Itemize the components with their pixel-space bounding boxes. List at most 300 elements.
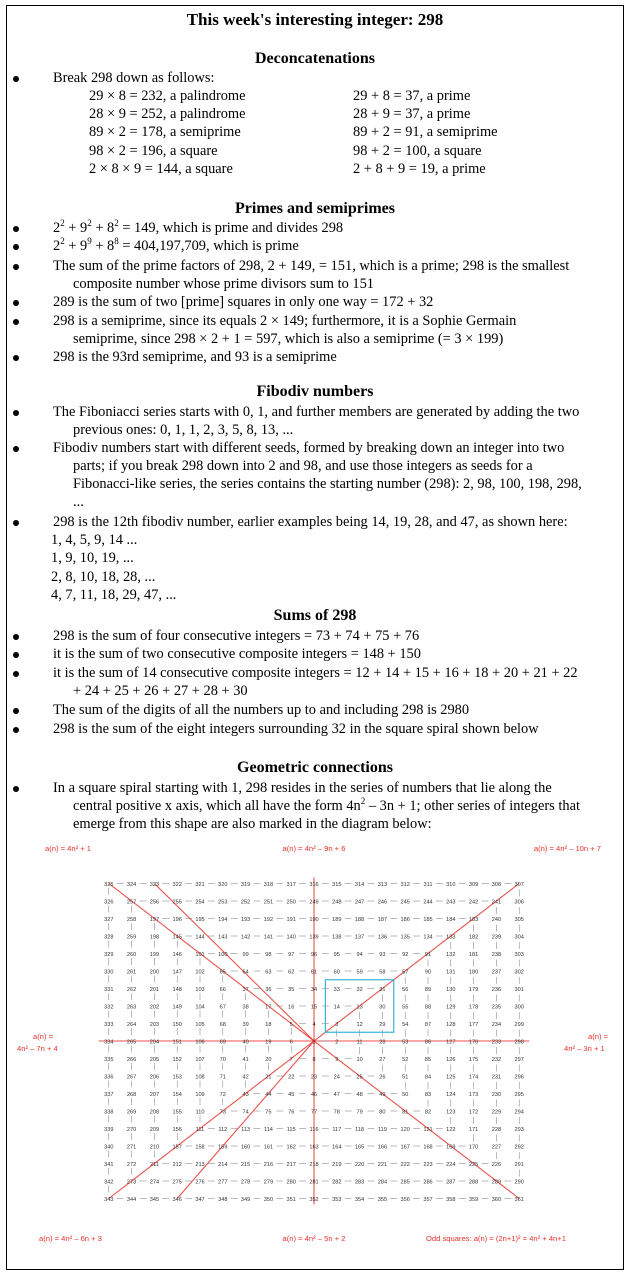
spiral-number: 171 (468, 1127, 479, 1133)
list-item (33, 645, 615, 663)
spiral-number: 22 (288, 1074, 295, 1081)
list-item-text: 298 is a semiprime, since its equals 2 × 149; furthermore, it is a Sophie Germain semiprime, since 298 × 2 + 1 = 597, which is also a semiprime (= 3 × 199) (53, 313, 517, 347)
spiral-number: 187 (377, 917, 388, 923)
spiral-number: 100 (218, 952, 228, 958)
spiral-number: 231 (491, 1074, 502, 1081)
spiral-number: 344 (126, 1197, 137, 1203)
spiral-number: 51 (402, 1074, 409, 1081)
spiral-number: 245 (400, 899, 410, 906)
spiral-number: 29 (379, 1022, 386, 1028)
spiral-number: 219 (332, 1162, 342, 1168)
spiral-number: 186 (400, 917, 410, 923)
page-title: This week's interesting integer: 298 (186, 10, 444, 29)
label-top-center: a(n) = 4n² – 9n + 6 (282, 844, 346, 853)
list-item-text: 298 is the 12th fibodiv number, earlier examples being 14, 19, 28, and 47, as shown here: (53, 514, 568, 530)
spiral-number: 266 (126, 1057, 137, 1063)
spiral-number: 224 (446, 1162, 456, 1168)
spiral-number: 304 (514, 934, 524, 941)
spiral-number: 96 (310, 952, 318, 958)
spiral-number: 139 (309, 934, 319, 941)
spiral-number: 203 (149, 1022, 160, 1028)
spiral-number: 177 (468, 1022, 479, 1028)
spiral-number: 286 (423, 1179, 433, 1186)
spiral-number: 295 (514, 1092, 524, 1098)
fibodiv-example: 1, 9, 10, 19, ... (51, 550, 134, 566)
spiral-number: 292 (514, 1144, 524, 1151)
spiral-number: 346 (172, 1197, 182, 1203)
spiral-number: 280 (286, 1179, 296, 1186)
spiral-number: 212 (172, 1162, 182, 1168)
square-spiral-diagram (9, 839, 621, 1251)
spiral-number: 11 (356, 1039, 363, 1046)
spiral-number: 64 (242, 969, 249, 976)
list-item-text: $2^2 + 9^9 + 8^8 = 404,197,709$, which is prime (53, 236, 299, 254)
bullet-icon (13, 319, 19, 325)
spiral-number: 229 (491, 1109, 502, 1116)
spiral-number: 70 (219, 1057, 226, 1063)
deconcat-right-1: 28 + 9 = 37, a prime (353, 106, 471, 122)
spiral-number: 179 (468, 987, 479, 993)
spiral-number: 150 (172, 1022, 182, 1028)
spiral-number: 148 (172, 987, 182, 993)
spiral-number: 71 (219, 1074, 226, 1081)
spiral-number: 352 (309, 1197, 319, 1203)
spiral-number: 128 (446, 1022, 456, 1028)
bullet-icon (13, 300, 19, 306)
spiral-number: 82 (424, 1109, 432, 1116)
bullet-icon (13, 520, 19, 526)
spiral-number: 39 (242, 1022, 249, 1028)
spiral-number: 281 (309, 1179, 319, 1186)
spiral-number: 74 (242, 1109, 249, 1116)
list-item (33, 701, 615, 719)
spiral-number: 107 (195, 1057, 205, 1063)
spiral-number: 124 (446, 1092, 456, 1098)
spiral-number: 131 (446, 969, 456, 976)
spiral-number: 327 (104, 917, 114, 923)
spiral-number: 84 (424, 1074, 432, 1081)
spiral-number: 67 (219, 1004, 226, 1011)
spiral-number: 170 (468, 1144, 479, 1151)
spiral-number: 34 (310, 987, 318, 993)
spiral-number: 98 (265, 952, 272, 958)
spiral-number: 142 (240, 934, 251, 941)
spiral-number: 254 (195, 899, 205, 906)
heading-primes: Primes and semiprimes (235, 200, 395, 217)
spiral-number: 268 (126, 1092, 137, 1098)
spiral-number: 190 (309, 917, 319, 923)
spiral-number: 59 (356, 969, 363, 976)
spiral-number: 135 (400, 934, 410, 941)
spiral-number: 359 (468, 1197, 479, 1203)
spiral-number: 111 (195, 1127, 205, 1133)
spiral-number: 40 (242, 1039, 249, 1046)
spiral-number: 21 (265, 1074, 272, 1081)
deconcat-right-0: 29 + 8 = 37, a prime (353, 88, 471, 104)
spiral-number: 298 (514, 1039, 524, 1046)
label-top-left: a(n) = 4n² + 1 (45, 844, 92, 853)
list-item (33, 720, 615, 738)
spiral-number: 164 (332, 1144, 342, 1151)
spiral-number: 13 (356, 1004, 363, 1011)
spiral-number: 25 (356, 1074, 363, 1081)
spiral-number: 105 (195, 1022, 205, 1028)
spiral-number: 68 (219, 1022, 226, 1028)
spiral-number: 121 (423, 1127, 433, 1133)
spiral-number: 136 (377, 934, 388, 941)
spiral-number: 296 (514, 1074, 524, 1081)
spiral-number: 316 (309, 882, 319, 888)
spiral-number: 58 (379, 969, 386, 976)
spiral-number: 149 (172, 1004, 182, 1011)
spiral-number: 258 (126, 917, 137, 923)
spiral-number: 300 (514, 1004, 524, 1011)
spiral-number: 274 (149, 1179, 160, 1186)
spiral-number: 56 (402, 987, 409, 993)
list-item-text: 298 is the sum of four consecutive integers = 73 + 74 + 75 + 76 (53, 628, 420, 644)
spiral-number: 228 (491, 1127, 502, 1133)
spiral-number: 137 (354, 934, 365, 941)
spiral-number: 325 (104, 882, 114, 888)
spiral-number: 233 (491, 1039, 502, 1046)
spiral-number: 176 (468, 1039, 479, 1046)
spiral-number: 204 (149, 1039, 160, 1046)
spiral-number: 217 (286, 1162, 296, 1168)
label-right-line1: a(n) = (588, 1032, 609, 1041)
spiral-number: 261 (126, 969, 137, 976)
spiral-number: 53 (402, 1039, 409, 1046)
spiral-number: 99 (242, 952, 249, 958)
spiral-number: 223 (423, 1162, 433, 1168)
spiral-number: 43 (242, 1092, 249, 1098)
deconcat-left-1: 28 × 9 = 252, a palindrome (89, 106, 246, 122)
spiral-number: 241 (491, 899, 502, 906)
deconcat-left-2: 89 × 2 = 178, a semiprime (89, 124, 241, 140)
spiral-number: 147 (172, 969, 182, 976)
spiral-number: 340 (104, 1144, 114, 1151)
spiral-number: 46 (310, 1092, 318, 1098)
spiral-number: 256 (149, 899, 160, 906)
bullet-icon (13, 652, 19, 658)
spiral-number: 143 (218, 934, 228, 941)
spiral-number: 309 (468, 882, 479, 888)
spiral-number: 141 (263, 934, 274, 941)
spiral-number: 271 (126, 1144, 137, 1151)
spiral-number: 7 (289, 1057, 293, 1063)
fibodiv-example: 2, 8, 10, 18, 28, ... (51, 569, 156, 585)
spiral-number: 103 (195, 987, 205, 993)
spiral-number: 226 (491, 1162, 502, 1168)
bullet-icon (13, 634, 19, 640)
spiral-number: 116 (309, 1127, 319, 1133)
spiral-number: 353 (332, 1197, 342, 1203)
spiral-number: 356 (400, 1197, 410, 1203)
spiral-number: 320 (218, 882, 228, 888)
spiral-number: 343 (104, 1197, 114, 1203)
spiral-number: 207 (149, 1092, 160, 1098)
spiral-number: 2 (335, 1039, 339, 1046)
spiral-number: 117 (332, 1127, 342, 1133)
bullet-icon (13, 446, 19, 452)
spiral-number: 208 (149, 1109, 160, 1116)
spiral-number: 32 (356, 987, 363, 993)
spiral-number: 310 (446, 882, 456, 888)
spiral-number: 20 (265, 1057, 272, 1063)
spiral-number: 272 (126, 1162, 137, 1168)
spiral-number: 134 (423, 934, 433, 941)
spiral-number: 10 (356, 1057, 363, 1063)
spiral-number: 77 (310, 1109, 318, 1116)
spiral-number: 151 (172, 1039, 182, 1046)
spiral-number: 255 (172, 899, 182, 906)
spiral-number: 210 (149, 1144, 160, 1151)
spiral-number: 197 (149, 917, 160, 923)
spiral-number: 262 (126, 987, 137, 993)
spiral-number: 225 (468, 1162, 479, 1168)
spiral-number: 73 (219, 1109, 226, 1116)
list-item (33, 219, 615, 237)
spiral-number: 290 (514, 1179, 524, 1186)
bullet-icon (13, 76, 19, 82)
spiral-number: 69 (219, 1039, 226, 1046)
spiral-number: 61 (310, 969, 318, 976)
spiral-number: 114 (263, 1127, 273, 1133)
spiral-number: 85 (424, 1057, 432, 1063)
spiral-number: 63 (265, 969, 272, 976)
spiral-number: 360 (491, 1197, 502, 1203)
spiral-number: 175 (468, 1057, 479, 1063)
spiral-number: 269 (126, 1109, 137, 1116)
spiral-number: 95 (333, 952, 340, 958)
spiral-number: 307 (514, 882, 524, 888)
spiral-number: 55 (402, 1004, 409, 1011)
spiral-number: 211 (149, 1162, 159, 1168)
spiral-number: 4 (312, 1022, 316, 1028)
spiral-number: 19 (265, 1039, 272, 1046)
spiral-number: 9 (335, 1057, 339, 1063)
spiral-number: 78 (333, 1109, 340, 1116)
list-item (33, 257, 615, 293)
spiral-number: 238 (491, 952, 502, 958)
spiral-number: 349 (240, 1197, 251, 1203)
spiral-number: 257 (126, 899, 137, 906)
spiral-number: 276 (195, 1179, 205, 1186)
spiral-number: 130 (446, 987, 456, 993)
spiral-number: 169 (446, 1144, 456, 1151)
spiral-number: 48 (356, 1092, 363, 1098)
spiral-number: 113 (241, 1127, 251, 1133)
spiral-number: 347 (195, 1197, 205, 1203)
spiral-number: 94 (356, 952, 363, 958)
spiral-number: 66 (219, 987, 226, 993)
spiral-number: 285 (400, 1179, 410, 1186)
spiral-number: 154 (172, 1092, 182, 1098)
spiral-number: 152 (172, 1057, 182, 1063)
spiral-number: 89 (424, 987, 432, 993)
list-item-text: In a square spiral starting with 1, 298 resides in the series of numbers that lie along the central positive x axis, which all have the form $4n^2 - 3n + 1$; other series of integers that emerge from this shape are also marked in the diagram below: (53, 780, 580, 832)
spiral-number: 324 (126, 882, 137, 888)
spiral-number: 318 (263, 882, 274, 888)
spiral-number: 12 (356, 1022, 363, 1028)
spiral-number: 282 (332, 1179, 342, 1186)
spiral-number: 146 (172, 952, 182, 958)
spiral-number: 15 (310, 1004, 318, 1011)
spiral-number: 317 (286, 882, 296, 888)
spiral-number: 90 (424, 969, 432, 976)
spiral-number: 339 (104, 1127, 114, 1133)
spiral-number: 311 (423, 882, 433, 888)
spiral-number: 240 (491, 917, 502, 923)
list-item-text: The Fiboniacci series starts with 0, 1, and further members are generated by adding the two previous ones: 0, 1, 1, 2, 3, 5, 8, 13, ... (53, 404, 580, 438)
spiral-number: 355 (377, 1197, 388, 1203)
list-item (33, 627, 615, 645)
spiral-number: 313 (377, 882, 388, 888)
spiral-number: 252 (240, 899, 251, 906)
spiral-svg (9, 839, 621, 1251)
spiral-number: 288 (468, 1179, 479, 1186)
heading-deconcatenations: Deconcatenations (255, 50, 375, 67)
deconcat-left-4: 2 × 8 × 9 = 144, a square (89, 161, 233, 177)
spiral-number: 8 (312, 1057, 316, 1063)
spiral-number: 112 (218, 1127, 228, 1133)
list-item-text: it is the sum of two consecutive composite integers = 148 + 150 (53, 646, 421, 662)
list-item-text: it is the sum of 14 consecutive composite integers = 12 + 14 + 15 + 16 + 18 + 20 + 21 + 22 + 24 + 25 + 26 + 27 + 28 + 30 (53, 665, 578, 699)
spiral-number: 167 (400, 1144, 410, 1151)
bullet-icon (13, 410, 19, 416)
spiral-number: 97 (288, 952, 295, 958)
spiral-number: 193 (240, 917, 251, 923)
label-right-line2: 4n² – 3n + 1 (564, 1044, 605, 1053)
spiral-number: 291 (514, 1162, 524, 1168)
spiral-number: 18 (265, 1022, 272, 1028)
spiral-number: 189 (332, 917, 342, 923)
spiral-number: 30 (379, 1004, 386, 1011)
spiral-number: 232 (491, 1057, 502, 1063)
heading-geometric: Geometric connections (237, 759, 393, 776)
spiral-number: 60 (333, 969, 340, 976)
spiral-number: 123 (446, 1109, 456, 1116)
list-item (33, 779, 615, 833)
list-item (33, 403, 615, 439)
spiral-number: 35 (288, 987, 295, 993)
spiral-number: 234 (491, 1022, 502, 1028)
spiral-number: 342 (104, 1179, 114, 1186)
bullet-icon (13, 226, 19, 232)
list-item-text: The sum of the prime factors of 298, 2 + 149, = 151, which is a prime; 298 is the smallest composite number whose prime divisors sum to 151 (53, 258, 570, 292)
spiral-number: 72 (219, 1092, 226, 1098)
deconcat-right-4: 2 + 8 + 9 = 19, a prime (353, 161, 486, 177)
spiral-number: 160 (240, 1144, 251, 1151)
heading-sums: Sums of 298 (273, 607, 357, 624)
list-item-text: $2^2 + 9^2 + 8^2 = 149$, which is prime and divides 298 (53, 218, 344, 236)
list-item-text: Break 298 down as follows: (53, 70, 215, 86)
spiral-number: 138 (332, 934, 342, 941)
spiral-number: 16 (288, 1004, 295, 1011)
spiral-number: 41 (242, 1057, 249, 1063)
spiral-number: 185 (423, 917, 433, 923)
spiral-number: 336 (104, 1074, 114, 1081)
spiral-number: 303 (514, 952, 524, 958)
spiral-number: 294 (514, 1109, 524, 1116)
spiral-number: 242 (468, 899, 479, 906)
spiral-number: 259 (126, 934, 137, 941)
spiral-number: 328 (104, 934, 114, 941)
spiral-number: 312 (400, 882, 410, 888)
spiral-number: 338 (104, 1109, 114, 1116)
spiral-number: 81 (402, 1109, 409, 1116)
spiral-number: 49 (379, 1092, 386, 1098)
spiral-number: 14 (333, 1004, 340, 1011)
spiral-number: 159 (218, 1144, 228, 1151)
spiral-number: 253 (218, 899, 228, 906)
list-item-text: The sum of the digits of all the numbers up to and including 298 is 2980 (53, 702, 470, 718)
spiral-number: 277 (218, 1179, 228, 1186)
spiral-number: 76 (288, 1109, 295, 1116)
spiral-number: 47 (333, 1092, 340, 1098)
spiral-number: 246 (377, 899, 388, 906)
list-item (33, 348, 615, 366)
bullet-icon (13, 708, 19, 714)
spiral-number: 206 (149, 1074, 160, 1081)
list-item-text: 289 is the sum of two [prime] squares in only one way = 172 + 32 (53, 294, 434, 310)
spiral-number: 244 (423, 899, 433, 906)
spiral-number: 92 (402, 952, 409, 958)
spiral-number: 202 (149, 1004, 160, 1011)
bullet-icon (13, 727, 19, 733)
spiral-number: 247 (354, 899, 365, 906)
spiral-number: 195 (195, 917, 205, 923)
spiral-number: 140 (286, 934, 296, 941)
spiral-number: 284 (377, 1179, 388, 1186)
fibodiv-example: 4, 7, 11, 18, 29, 47, ... (51, 587, 177, 603)
spiral-number: 322 (172, 882, 182, 888)
fibodiv-example: 1, 4, 5, 9, 14 ... (51, 532, 138, 548)
spiral-number: 166 (377, 1144, 388, 1151)
spiral-number: 191 (286, 917, 296, 923)
spiral-number: 75 (265, 1109, 272, 1116)
spiral-number: 87 (424, 1022, 432, 1028)
spiral-number: 345 (149, 1197, 160, 1203)
list-item-text: 298 is the sum of the eight integers surrounding 32 in the square spiral shown below (53, 721, 539, 737)
spiral-number: 168 (423, 1144, 433, 1151)
label-bottom-right: Odd squares: a(n) = (2n+1)² = 4n² + 4n+1 (426, 1234, 566, 1243)
spiral-number: 319 (240, 882, 251, 888)
spiral-number: 299 (514, 1022, 524, 1028)
spiral-number: 31 (379, 987, 386, 993)
bullet-icon (13, 786, 19, 792)
spiral-number: 302 (514, 969, 524, 976)
deconcat-right-3: 98 + 2 = 100, a square (353, 143, 482, 159)
spiral-number: 249 (309, 899, 319, 906)
spiral-number: 200 (149, 969, 160, 976)
spiral-number: 283 (354, 1179, 365, 1186)
spiral-number: 267 (126, 1074, 137, 1081)
spiral-number: 57 (402, 969, 409, 976)
spiral-number: 222 (400, 1162, 410, 1168)
spiral-number: 127 (446, 1039, 456, 1046)
spiral-number: 163 (309, 1144, 319, 1151)
list-item-text: Fibodiv numbers start with different seeds, formed by breaking down an integer into two parts; if you break 298 down into 2 and 98, and use those integers as seeds for a Fibonacci-like series, the series contains the starting number (298): 2, 98, 100, 198, 298, ... (53, 440, 582, 510)
spiral-number: 250 (286, 899, 296, 906)
spiral-number: 44 (265, 1092, 272, 1098)
list-item (33, 237, 615, 255)
spiral-number: 273 (126, 1179, 137, 1186)
spiral-number: 38 (242, 1004, 249, 1011)
spiral-number: 265 (126, 1039, 137, 1046)
bullet-icon (13, 671, 19, 677)
page-frame (6, 5, 624, 1270)
spiral-number: 80 (379, 1109, 386, 1116)
